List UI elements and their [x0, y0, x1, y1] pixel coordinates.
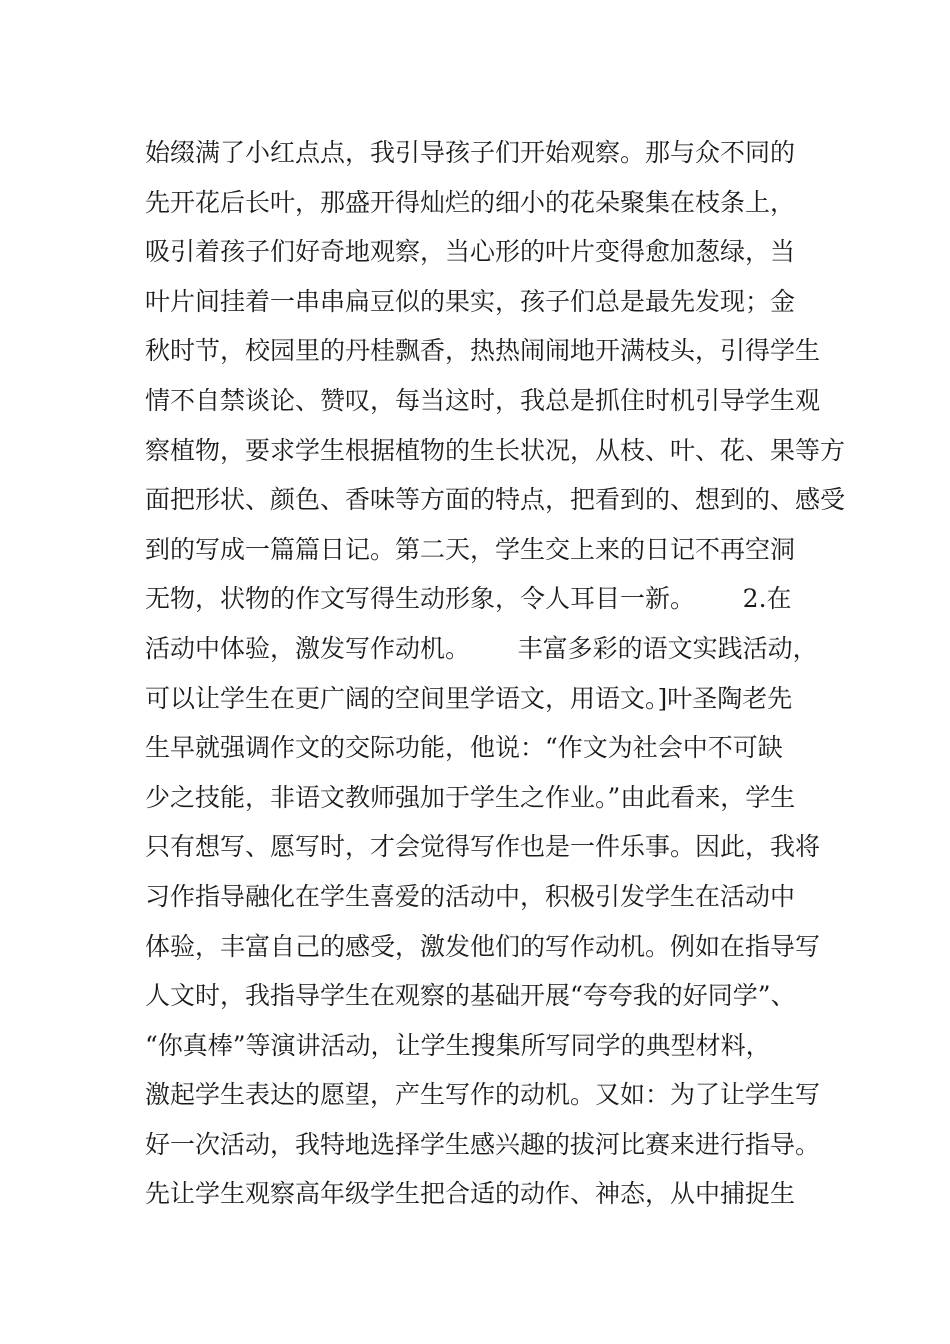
text-line: 秋时节，校园里的丹桂飘香，热热闹闹地开满枝头，引得学生 [145, 336, 821, 366]
text-line: 面把形状、颜色、香味等方面的特点，把看到的、想到的、感受 [145, 485, 846, 515]
text-line: 只有想写、愿写时，才会觉得写作也是一件乐事。因此，我将 [145, 832, 821, 862]
text-line: 活动中体验，激发写作动机。 丰富多彩的语文实践活动， [145, 633, 818, 663]
body-text [145, 128, 846, 1219]
text-line: 人文时，我指导学生在观察的基础开展“夸夸我的好同学”、 [145, 981, 796, 1011]
text-line: 吸引着孩子们好奇地观察，当心形的叶片变得愈加葱绿，当 [145, 237, 796, 267]
text-line: 叶片间挂着一串串扁豆似的果实，孩子们总是最先发现；金 [145, 286, 796, 316]
text-line: 少之技能，非语文教师强加于学生之作业。”由此看来，学生 [145, 782, 796, 812]
text-line: 好一次活动，我特地选择学生感兴趣的拔河比赛来进行指导。 [145, 1129, 821, 1159]
text-line: 始缀满了小红点点，我引导孩子们开始观察。那与众不同的 [145, 138, 796, 167]
text-line: 习作指导融化在学生喜爱的活动中，积极引发学生在活动中 [145, 881, 796, 911]
text-line: 可以让学生在更广阔的空间里学语文，用语文。]叶圣陶老先 [145, 683, 793, 713]
text-line: 情不自禁谈论、赞叹，每当这时，我总是抓住时机引导学生观 [145, 385, 821, 415]
text-line: 无物，状物的作文写得生动形象，令人耳目一新。 2.在 [145, 584, 792, 614]
text-line: 激起学生表达的愿望，产生写作的动机。又如：为了让学生写 [145, 1080, 821, 1110]
text-line: 到的写成一篇篇日记。第二天，学生交上来的日记不再空洞 [145, 534, 796, 564]
text-line: 察植物，要求学生根据植物的生长状况，从枝、叶、花、果等方 [145, 435, 846, 465]
text-line: 体验，丰富自己的感受，激发他们的写作动机。例如在指导写 [145, 931, 821, 961]
text-line: 先让学生观察高年级学生把合适的动作、神态，从中捕捉生 [145, 1179, 796, 1209]
text-line: 先开花后长叶，那盛开得灿烂的细小的花朵聚集在枝条上， [145, 187, 796, 217]
text-line: 生早就强调作文的交际功能，他说：“作文为社会中不可缺 [145, 733, 783, 763]
text-line: “你真棒”等演讲活动，让学生搜集所写同学的典型材料， [145, 1030, 771, 1060]
